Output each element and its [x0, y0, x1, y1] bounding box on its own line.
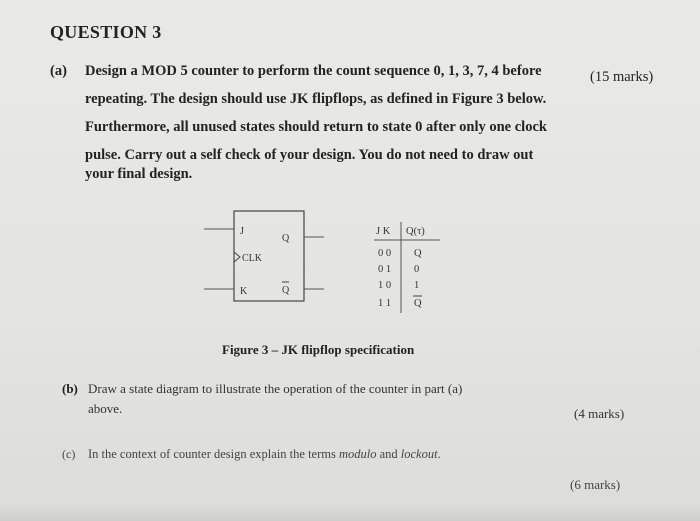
part-a-line-3: Furthermore, all unused states should return to state 0 after only one clock: [85, 119, 547, 135]
part-a-line-5: your final design.: [85, 166, 193, 182]
table-row-2-jk: 0 1: [378, 264, 392, 275]
table-header-q: Q(τ): [406, 226, 425, 237]
part-c-text-and: and: [376, 447, 401, 461]
part-a-line-1: Design a MOD 5 counter to perform the count sequence 0, 1, 3, 7, 4 before: [85, 63, 542, 79]
part-a-line-2: repeating. The design should use JK flipflops, as defined in Figure 3 below.: [85, 91, 547, 107]
part-c-text-before: In the context of counter design explain the terms: [88, 447, 339, 461]
table-row-1-q: Q: [414, 248, 422, 259]
jk-flipflop-figure: [200, 205, 470, 335]
jk-flipflop-symbol: [204, 211, 324, 301]
ff-qbar-label: Q: [282, 285, 290, 296]
table-header-jk: J K: [376, 226, 391, 237]
part-c-marks: (6 marks): [570, 477, 621, 492]
table-row-4-jk: 1 1: [378, 298, 392, 309]
ff-clk-label: CLK: [242, 253, 262, 264]
part-a-label: (a): [50, 63, 67, 79]
part-a-marks: (15 marks): [590, 69, 654, 85]
table-row-3-q: 1: [414, 280, 420, 291]
table-row-4-q: Q: [414, 298, 422, 309]
part-c-term-modulo: modulo: [338, 447, 377, 461]
figure-caption-text: Figure 3 – JK flipflop specification: [222, 342, 415, 357]
table-row-1-jk: 0 0: [378, 248, 392, 259]
figure-caption: [222, 342, 414, 358]
ff-q-label: Q: [282, 233, 290, 244]
table-row-3-jk: 1 0: [378, 280, 392, 291]
part-b-marks: (4 marks): [574, 406, 625, 421]
part-a-line-4: pulse. Carry out a self check of your design. You do not need to draw out: [85, 147, 534, 163]
part-b-line-1: Draw a state diagram to illustrate the operation of the counter in part (a): [88, 381, 463, 396]
jk-truth-table: [374, 222, 440, 313]
table-row-2-q: 0: [414, 264, 420, 275]
part-c-line-1: [88, 447, 441, 462]
page-bottom-edge: [0, 505, 700, 521]
part-c-label: (c): [62, 447, 76, 461]
part-c-text-end: .: [437, 447, 441, 461]
ff-j-label: J: [240, 226, 244, 237]
part-c-term-lockout: lockout: [400, 447, 438, 461]
question-title: QUESTION 3: [50, 22, 162, 42]
ff-k-label: K: [240, 286, 248, 297]
part-b-line-2: above.: [88, 401, 123, 416]
part-b-label: (b): [62, 381, 78, 396]
